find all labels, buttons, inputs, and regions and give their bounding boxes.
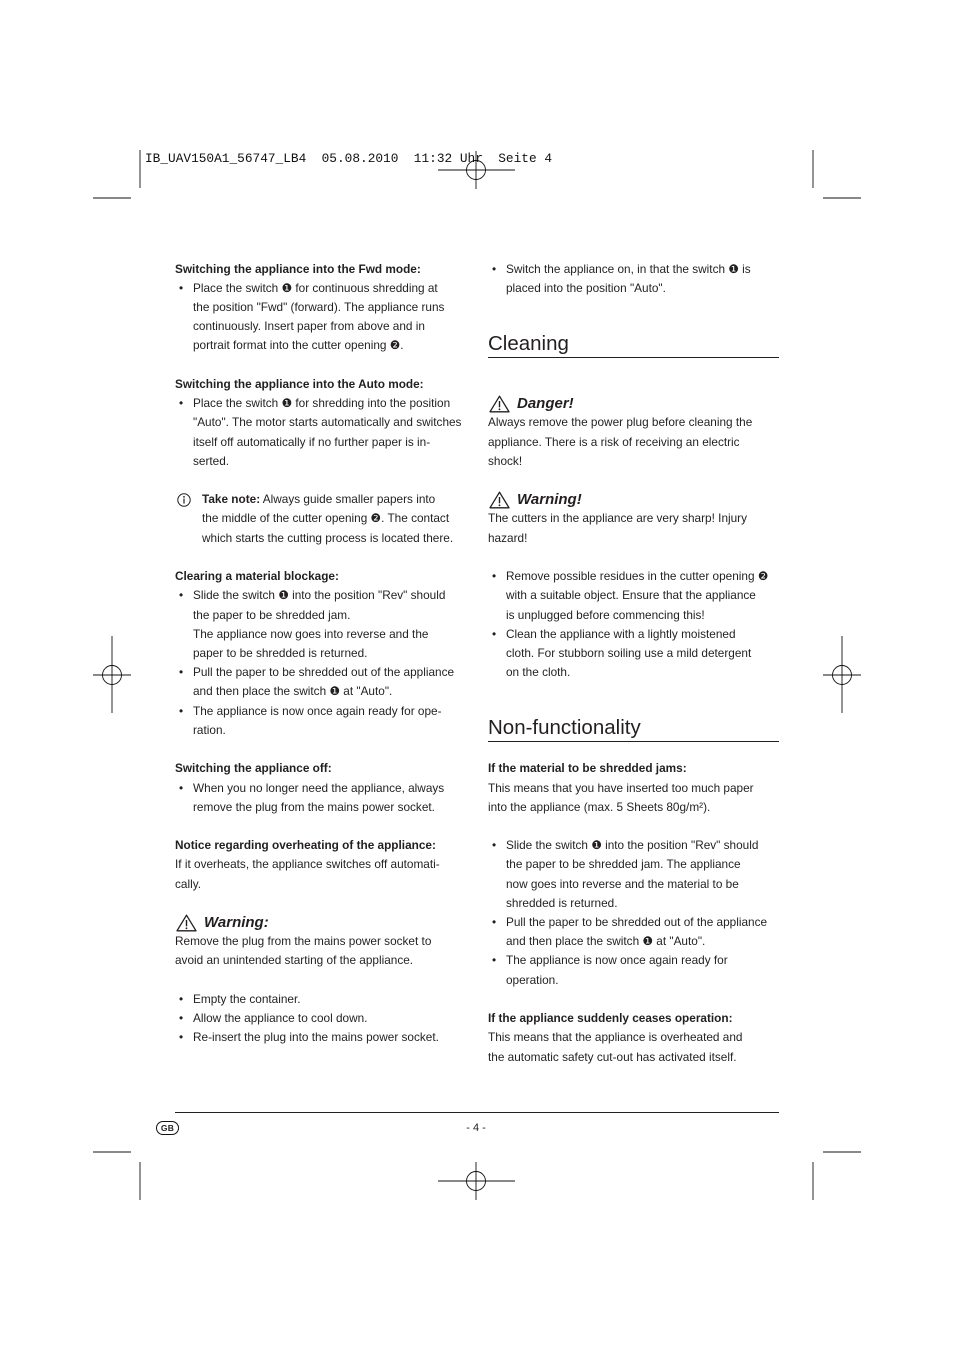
warning-title: Warning! xyxy=(517,491,582,509)
text-line: If it overheats, the appliance switches off automati- xyxy=(175,857,440,872)
text-line: cloth. For stubborn soiling use a mild detergent xyxy=(506,645,752,660)
danger-title: Danger! xyxy=(517,395,574,413)
take-note-text: Always guide smaller papers into xyxy=(262,492,436,507)
text-line: • Pull the paper to be shredded out of the appliance xyxy=(488,913,779,932)
text-line: The cutters in the appliance are very sharp! Injury xyxy=(488,511,748,526)
text-line: and then place the switch ❶ at "Auto". xyxy=(506,934,706,949)
text-line: is unplugged before commencing this! xyxy=(506,607,705,622)
take-note-label: Take note: xyxy=(202,492,261,507)
registration-mark-icon xyxy=(823,636,861,713)
registration-mark-icon xyxy=(438,1162,515,1200)
bullet-item xyxy=(175,586,467,663)
text-line: shock! xyxy=(488,453,523,468)
non-functionality-section xyxy=(488,702,779,1067)
non-functionality-title: Non-functionality xyxy=(488,716,641,740)
text-line: • Re-insert the plug into the mains power socket. xyxy=(175,1028,467,1047)
spacer xyxy=(175,471,467,490)
section-title xyxy=(488,704,779,742)
spacer xyxy=(175,356,467,375)
switch-on-section xyxy=(488,260,779,298)
text-line: and then place the switch ❶ at "Auto". xyxy=(193,684,393,699)
text-line: serted. xyxy=(193,453,230,468)
text-line: • Switch the appliance on, in that the switch ❶ is xyxy=(488,260,779,279)
text-line: shredded is returned. xyxy=(506,895,618,910)
text-line: This means that you have inserted too much paper xyxy=(488,780,754,795)
warning-heading xyxy=(175,913,467,932)
text-line: • Pull the paper to be shredded out of the appliance xyxy=(175,663,467,682)
text-line: the position "Fwd" (forward). The appliance runs xyxy=(193,300,445,315)
spacer xyxy=(175,548,467,567)
text-line: on the cloth. xyxy=(506,665,571,680)
spacer xyxy=(488,471,779,490)
spacer xyxy=(488,817,779,836)
bullet-item xyxy=(175,663,467,701)
section-title xyxy=(488,319,779,357)
spacer xyxy=(488,298,779,317)
section-heading: Switching the appliance into the Fwd mode: xyxy=(175,261,421,276)
warning-triangle-icon xyxy=(489,491,510,509)
danger-heading xyxy=(488,394,779,413)
text-line: The appliance now goes into reverse and the xyxy=(193,626,429,641)
bullet-item xyxy=(488,260,779,298)
text-line: ration. xyxy=(193,722,226,737)
left-column xyxy=(175,260,467,1048)
registration-circle xyxy=(467,1172,486,1191)
switch-off-section xyxy=(175,759,467,817)
text-line: • Clean the appliance with a lightly moistened xyxy=(488,625,779,644)
text-line: • Allow the appliance to cool down. xyxy=(175,1009,467,1028)
spacer xyxy=(488,356,779,375)
text-line: itself off automatically if no further paper is in- xyxy=(193,434,431,449)
text-line xyxy=(202,490,467,509)
text-line: operation. xyxy=(506,972,559,987)
text-line: into the appliance (max. 5 Sheets 80g/m²). xyxy=(488,799,711,814)
cleaning-title: Cleaning xyxy=(488,331,569,355)
text-line: • When you no longer need the appliance, always xyxy=(175,779,467,798)
spacer xyxy=(175,740,467,759)
section-heading: If the material to be shredded jams: xyxy=(488,761,687,776)
text-line: the paper to be shredded jam. The appliance xyxy=(506,857,741,872)
text-line: the middle of the cutter opening ❷. The contact xyxy=(202,511,450,526)
registration-circle xyxy=(833,666,852,685)
text-line: • Place the switch ❶ for continuous shredding at xyxy=(175,279,467,298)
clearing-blockage-section xyxy=(175,567,467,740)
text-line: • Empty the container. xyxy=(175,990,467,1009)
take-note xyxy=(175,490,467,548)
text-line: • The appliance is now once again ready for ope- xyxy=(175,702,467,721)
bullet-item xyxy=(488,567,779,625)
spacer xyxy=(175,894,467,913)
text-line: avoid an unintended starting of the appliance. xyxy=(175,953,414,968)
overheating-section xyxy=(175,836,467,894)
warning-triangle-icon xyxy=(489,395,510,413)
text-line: appliance. There is a risk of receiving an electric xyxy=(488,434,740,449)
spacer xyxy=(488,682,779,701)
bullet-item xyxy=(175,1028,467,1047)
bullet-item xyxy=(488,625,779,683)
auto-mode-section xyxy=(175,375,467,471)
bullet-item xyxy=(175,702,467,740)
spacer xyxy=(175,817,467,836)
right-column xyxy=(488,260,779,1067)
warning-heading xyxy=(488,490,779,509)
text-line: cally. xyxy=(175,876,202,891)
text-line: paper to be shredded is returned. xyxy=(193,645,368,660)
spacer xyxy=(175,971,467,990)
info-icon xyxy=(177,493,191,507)
text-line: remove the plug from the mains power socket. xyxy=(193,799,435,814)
text-line: portrait format into the cutter opening ❷. xyxy=(193,338,404,353)
text-line: • Remove possible residues in the cutter opening ❷ xyxy=(488,567,779,586)
spacer xyxy=(488,548,779,567)
bullet-item xyxy=(175,1009,467,1028)
text-line: • Slide the switch ❶ into the position "Rev" should xyxy=(175,586,467,605)
warning-title: Warning: xyxy=(204,914,269,932)
text-line: • Slide the switch ❶ into the position "Rev" should xyxy=(488,836,779,855)
text-line: • Place the switch ❶ for shredding into the position xyxy=(175,394,467,413)
bullet-item xyxy=(175,990,467,1009)
language-badge: GB xyxy=(156,1121,179,1135)
text-line: continuously. Insert paper from above and in xyxy=(193,319,425,334)
bullet-item xyxy=(175,394,467,471)
text-line: hazard! xyxy=(488,530,528,545)
bullet-item xyxy=(175,779,467,817)
section-heading: Notice regarding overheating of the appliance: xyxy=(175,838,436,853)
spacer xyxy=(488,990,779,1009)
text-line: This means that the appliance is overheated and xyxy=(488,1030,743,1045)
fwd-mode-section xyxy=(175,260,467,356)
section-heading: Clearing a material blockage: xyxy=(175,569,339,584)
print-slug: IB_UAV150A1_56747_LB4 05.08.2010 11:32 Uhr Seite 4 xyxy=(145,151,553,166)
footer-divider xyxy=(175,1112,779,1113)
warning-triangle-icon xyxy=(176,914,197,932)
bullet-item xyxy=(175,279,467,356)
section-heading: If the appliance suddenly ceases operation: xyxy=(488,1011,733,1026)
text-line: which starts the cutting process is located there. xyxy=(202,530,454,545)
section-heading: Switching the appliance off: xyxy=(175,761,332,776)
cleaning-section xyxy=(488,317,779,682)
text-line: placed into the position "Auto". xyxy=(506,280,666,295)
text-line: now goes into reverse and the material to be xyxy=(506,876,739,891)
page-number: - 4 - xyxy=(466,1122,486,1134)
spacer xyxy=(488,375,779,394)
bullet-item xyxy=(488,836,779,913)
bullet-item xyxy=(488,913,779,951)
text-line: Always remove the power plug before cleaning the xyxy=(488,415,753,430)
registration-circle xyxy=(103,666,122,685)
text-line: Remove the plug from the mains power socket to xyxy=(175,934,432,949)
registration-mark-icon xyxy=(93,636,131,713)
text-line: the paper to be shredded jam. xyxy=(193,607,351,622)
text-line: with a suitable object. Ensure that the appliance xyxy=(506,588,756,603)
section-heading: Switching the appliance into the Auto mode: xyxy=(175,376,424,391)
text-line: • The appliance is now once again ready for xyxy=(488,951,779,970)
text-line: "Auto". The motor starts automatically and switches xyxy=(193,415,462,430)
text-line: the automatic safety cut-out has activated itself. xyxy=(488,1049,737,1064)
spacer xyxy=(488,740,779,759)
warning-section xyxy=(175,913,467,1048)
bullet-item xyxy=(488,951,779,989)
